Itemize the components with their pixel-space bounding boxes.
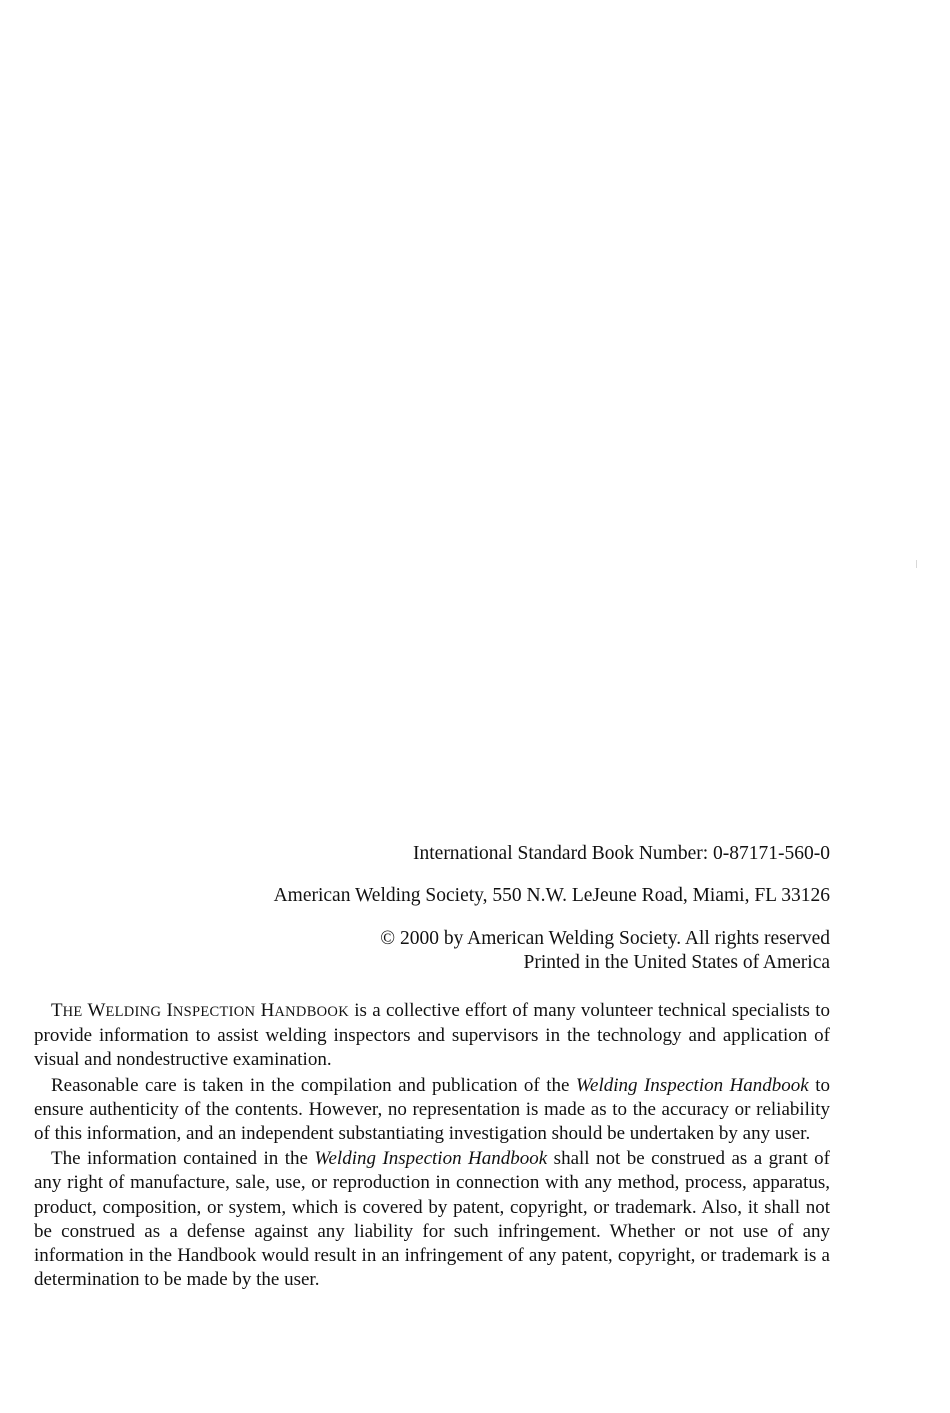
handbook-title-smallcaps: THE WELDING INSPECTION HANDBOOK bbox=[51, 1000, 349, 1021]
paragraph-no-rights: The information contained in the Welding Inspection Handbook shall not be construed as a grant of any right of manufacture, sale, use, or reproduction in connection with any method, process, apparatus, product, composition, or system, which is covered by patent, copyright, or trademark. Also, it shall not be construed as a defense against any liability for such infringement. Whether or not use of any information in the Handbook would result in an infringement of any patent, copyright, or trademark is a determination to be made by the user. bbox=[34, 1148, 831, 1291]
paragraph-purpose: THE WELDING INSPECTION HANDBOOK is a collective effort of many volunteer technical specialists to provide information to assist welding inspectors and supervisors in the technology and application of visual and nondestructive examination. bbox=[34, 1000, 831, 1071]
disclaimer-text bbox=[34, 999, 830, 1293]
scan-mark bbox=[916, 560, 917, 568]
handbook-title-italic: Welding Inspection Handbook bbox=[314, 1148, 548, 1170]
copyright-notice: © 2000 by American Welding Society. All rights reserved bbox=[380, 928, 830, 949]
paragraph-reasonable-care: Reasonable care is taken in the compilation and publication of the Welding Inspection Handbook to ensure authenticity of the contents. However, no representation is made as to the accuracy or reliability of this information, and an independent substantiating investigation should be undertaken by any user. bbox=[34, 1074, 831, 1145]
isbn-line: International Standard Book Number: 0-87171-560-0 bbox=[413, 843, 830, 864]
printed-in-notice: Printed in the United States of America bbox=[523, 952, 830, 973]
publisher-address: American Welding Society, 550 N.W. LeJeune Road, Miami, FL 33126 bbox=[273, 885, 830, 906]
handbook-title-italic: Welding Inspection Handbook bbox=[575, 1074, 809, 1096]
